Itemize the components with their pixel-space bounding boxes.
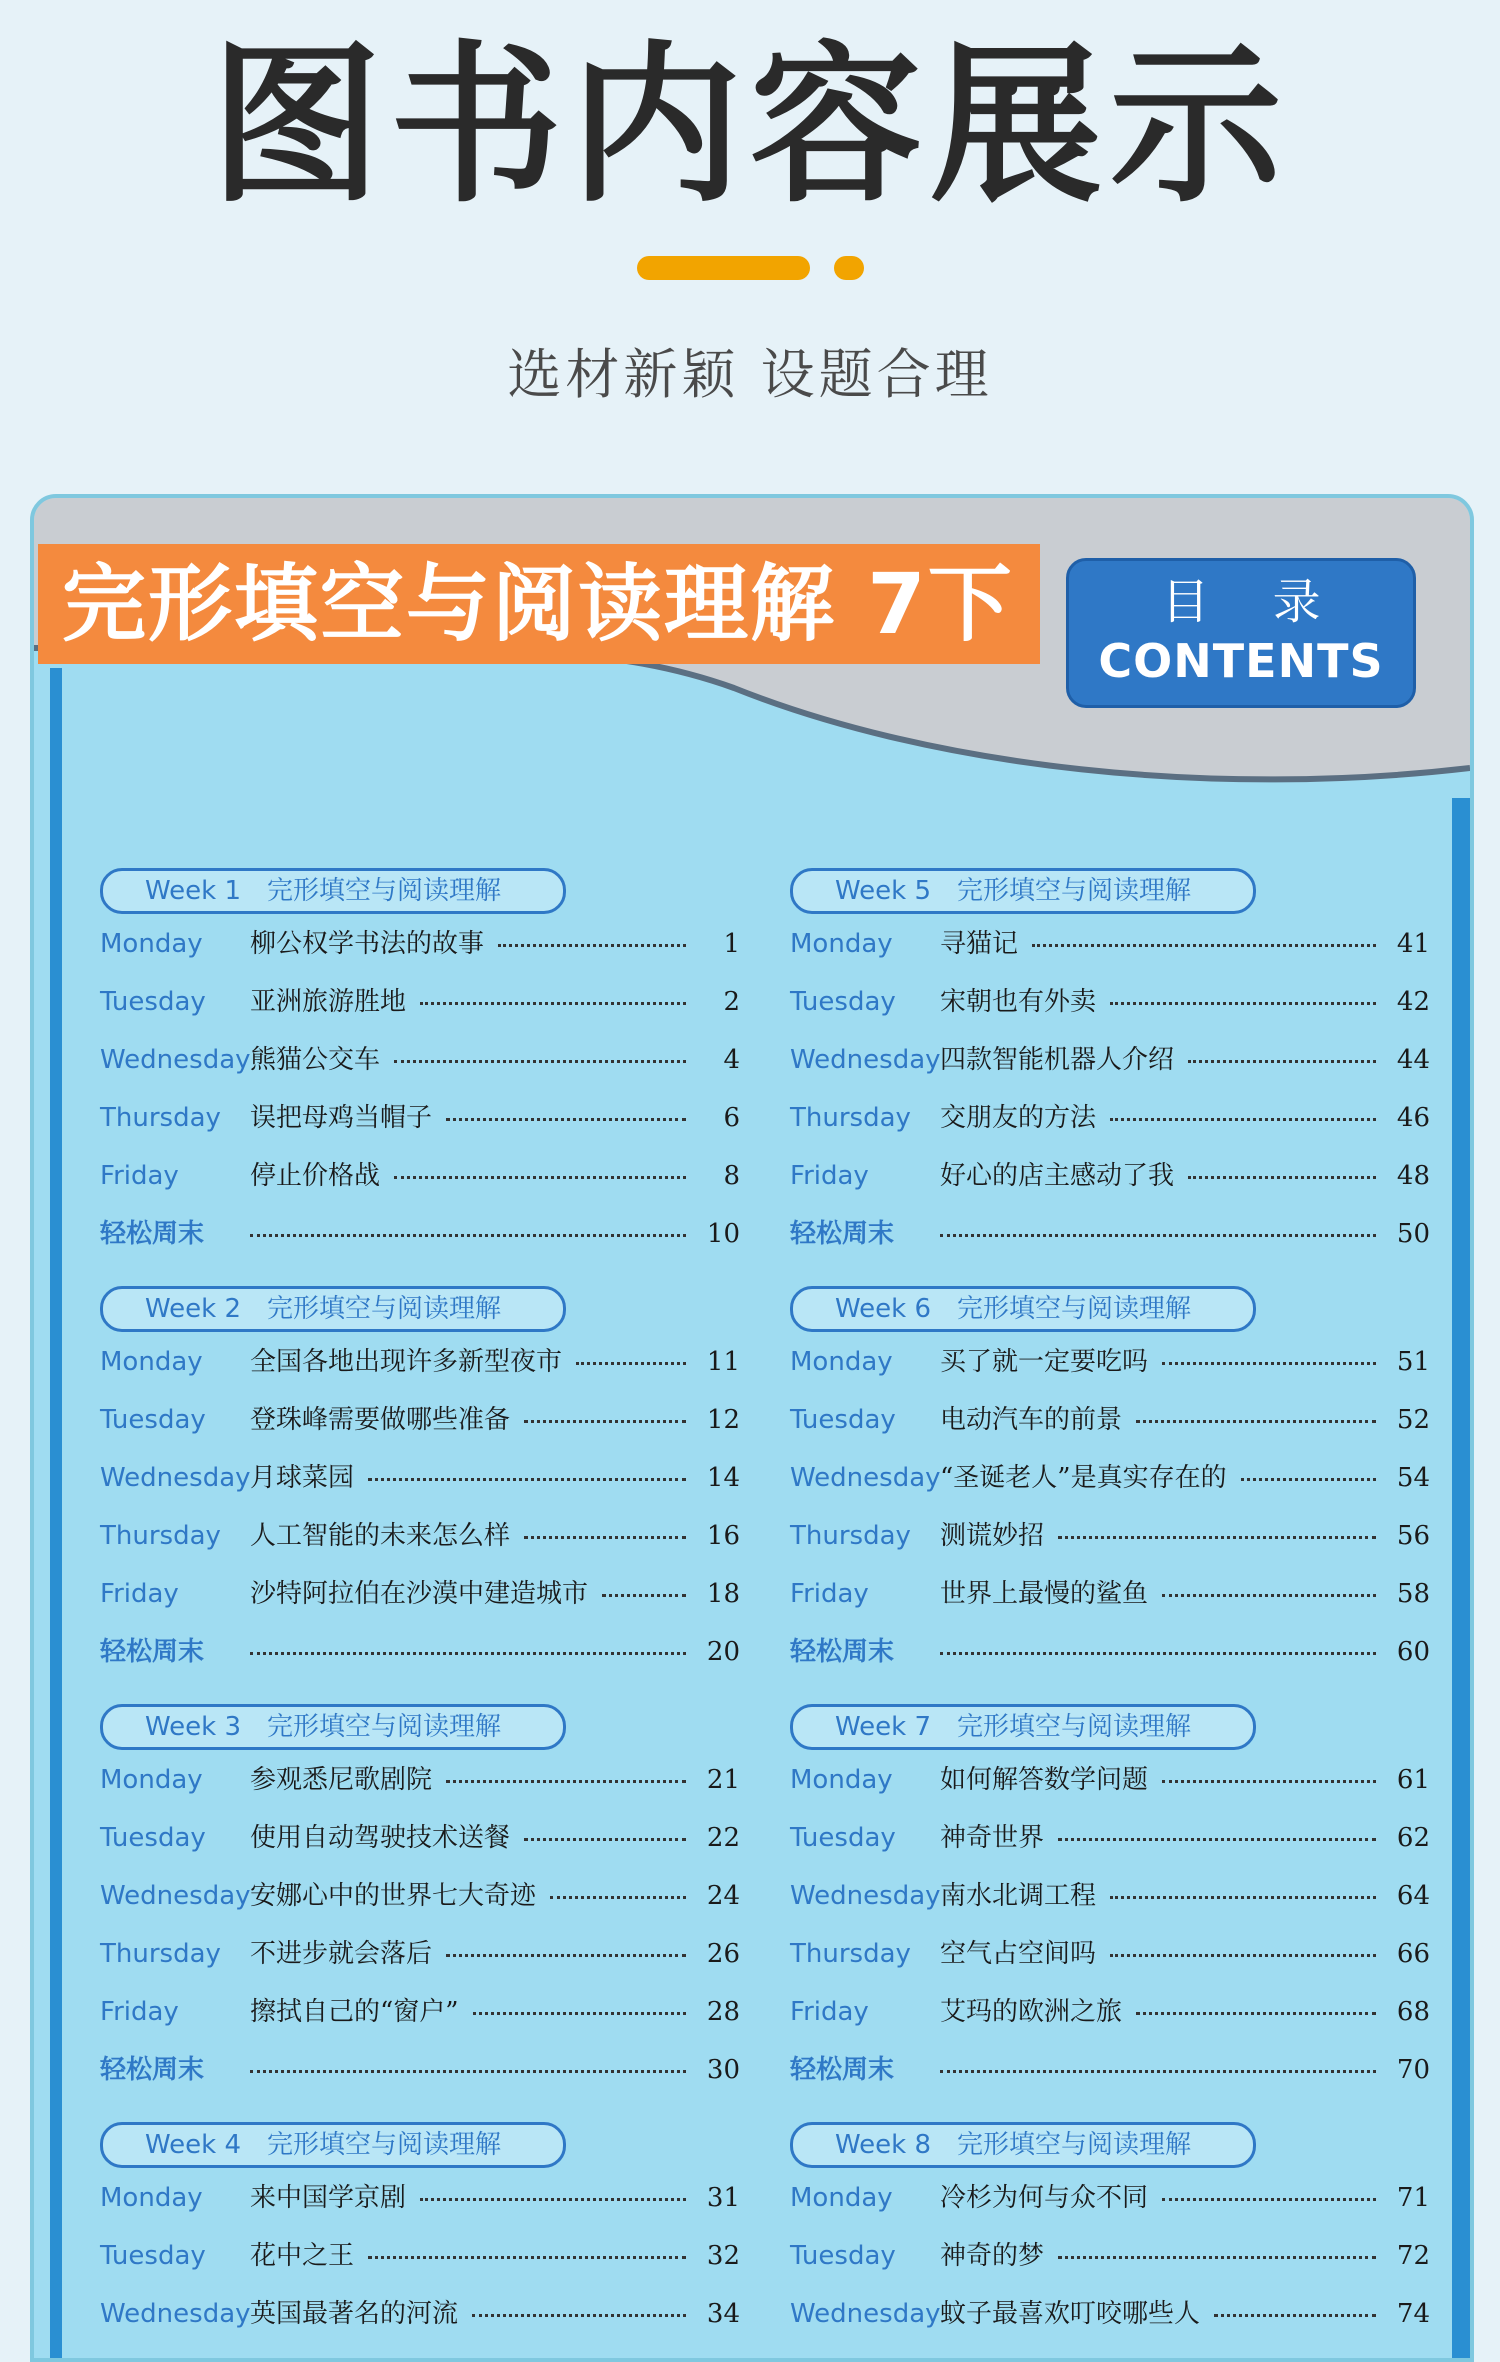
toc-entry: [790, 1458, 1430, 1498]
toc-entry: [100, 1342, 740, 1382]
leader-dots: [1058, 2256, 1376, 2259]
week-section: [790, 868, 1440, 1286]
week-label: Week 2: [145, 1294, 242, 1324]
entry-day: Monday: [100, 1347, 203, 1377]
decoration-bar: [637, 256, 810, 280]
entry-topic: 冷杉为何与众不同: [940, 2183, 1149, 2213]
week-header: [790, 1704, 1256, 1750]
week-label: Week 7: [835, 1712, 932, 1742]
toc-entry: [100, 1632, 740, 1672]
entry-page-number: 66: [1396, 1939, 1430, 1969]
entry-topic: 不进步就会落后: [250, 1939, 433, 1969]
week-section: [100, 1704, 750, 2122]
entry-day: Thursday: [100, 1103, 221, 1133]
entry-topic: 停止价格战: [250, 1161, 381, 1191]
leader-dots: [420, 2198, 686, 2201]
entry-page-number: 16: [706, 1521, 740, 1551]
entry-day: Thursday: [790, 1521, 911, 1551]
entry-day: Friday: [790, 1997, 869, 2027]
entry-day: Tuesday: [790, 1405, 896, 1435]
leader-dots: [1162, 1594, 1376, 1597]
entry-page-number: 41: [1396, 929, 1430, 959]
entry-day: Thursday: [100, 1521, 221, 1551]
entry-page-number: 4: [723, 1045, 740, 1075]
entry-topic: 登珠峰需要做哪些准备: [250, 1405, 511, 1435]
leader-dots: [1162, 1362, 1376, 1365]
decoration-dot: [834, 256, 864, 280]
entry-day: Wednesday: [790, 1045, 941, 1075]
entry-topic: 亚洲旅游胜地: [250, 987, 407, 1017]
toc-entry: [100, 1156, 740, 1196]
entry-page-number: 1: [723, 929, 740, 959]
leader-dots: [472, 2314, 686, 2317]
entry-topic: 花中之王: [250, 2241, 355, 2271]
entry-topic: 擦拭自己的“窗户”: [250, 1997, 459, 2027]
week-section: [100, 2122, 750, 2362]
entry-day: Wednesday: [100, 2299, 251, 2329]
toc-entry: [790, 1342, 1430, 1382]
entry-topic: 全国各地出现许多新型夜市: [250, 1347, 563, 1377]
leader-dots: [250, 1652, 686, 1655]
toc-entry: [790, 1632, 1430, 1672]
week-header: [100, 2122, 566, 2168]
toc-entry: [790, 1214, 1430, 1254]
week-section: [790, 2122, 1440, 2362]
entry-topic: 艾玛的欧洲之旅: [940, 1997, 1123, 2027]
entry-topic: 蚊子最喜欢叮咬哪些人: [940, 2299, 1201, 2329]
toc-entry: [790, 982, 1430, 1022]
toc-entry: [100, 1934, 740, 1974]
leader-dots: [576, 1362, 686, 1365]
contents-zh-label: 目 录: [1161, 574, 1345, 630]
entry-page-number: 12: [706, 1405, 740, 1435]
week-section: [100, 868, 750, 1286]
entry-day: Friday: [790, 1161, 869, 1191]
entry-page-number: 30: [706, 2055, 740, 2085]
entry-day: Monday: [790, 929, 893, 959]
entry-page-number: 6: [723, 1103, 740, 1133]
toc-column-left: [100, 868, 750, 2362]
entry-topic: 世界上最慢的鲨鱼: [940, 1579, 1149, 1609]
entry-page-number: 68: [1396, 1997, 1430, 2027]
entry-day: 轻松周末: [100, 1219, 205, 1249]
leader-dots: [394, 1176, 686, 1179]
entry-day: Tuesday: [790, 1823, 896, 1853]
toc-entry: [100, 1098, 740, 1138]
entry-page-number: 31: [706, 2183, 740, 2213]
toc-entry: [100, 1040, 740, 1080]
entry-page-number: 62: [1396, 1823, 1430, 1853]
entry-day: Tuesday: [100, 1405, 206, 1435]
entry-page-number: 8: [723, 1161, 740, 1191]
entry-day: Tuesday: [100, 987, 206, 1017]
week-header: [100, 868, 566, 914]
week-label: Week 1: [145, 876, 242, 906]
entry-page-number: 56: [1396, 1521, 1430, 1551]
entry-topic: 人工智能的未来怎么样: [250, 1521, 511, 1551]
week-title: 完形填空与阅读理解: [957, 1712, 1192, 1742]
entry-page-number: 50: [1396, 1219, 1430, 1249]
week-label: Week 6: [835, 1294, 932, 1324]
right-edge-stripe: [1452, 798, 1470, 2362]
entry-topic: 月球菜园: [250, 1463, 355, 1493]
leader-dots: [1110, 1002, 1376, 1005]
entry-topic: 误把母鸡当帽子: [250, 1103, 433, 1133]
entry-page-number: 51: [1396, 1347, 1430, 1377]
leader-dots: [368, 1478, 686, 1481]
week-label: Week 5: [835, 876, 932, 906]
entry-topic: “圣诞老人”是真实存在的: [940, 1463, 1227, 1493]
entry-page-number: 58: [1396, 1579, 1430, 1609]
leader-dots: [1110, 1954, 1376, 1957]
leader-dots: [1162, 1780, 1376, 1783]
leader-dots: [524, 1536, 686, 1539]
entry-topic: 买了就一定要吃吗: [940, 1347, 1149, 1377]
entry-page-number: 71: [1396, 2183, 1430, 2213]
toc-entry: [100, 1818, 740, 1858]
entry-day: 轻松周末: [790, 1219, 895, 1249]
leader-dots: [602, 1594, 686, 1597]
entry-topic: 英国最著名的河流: [250, 2299, 459, 2329]
week-title: 完形填空与阅读理解: [957, 1294, 1192, 1324]
leader-dots: [1058, 1838, 1376, 1841]
toc-entry: [100, 982, 740, 1022]
toc-entry: [790, 1760, 1430, 1800]
leader-dots: [524, 1838, 686, 1841]
entry-topic: 柳公权学书法的故事: [250, 929, 485, 959]
week-title: 完形填空与阅读理解: [267, 1294, 502, 1324]
entry-day: 轻松周末: [790, 2055, 895, 2085]
entry-topic: 交朋友的方法: [940, 1103, 1097, 1133]
leader-dots: [1136, 2012, 1376, 2015]
entry-topic: 来中国学京剧: [250, 2183, 407, 2213]
toc-entry: [790, 1934, 1430, 1974]
entry-page-number: 54: [1396, 1463, 1430, 1493]
leader-dots: [473, 2012, 686, 2015]
toc-entry: [100, 2236, 740, 2276]
entry-topic: 测谎妙招: [940, 1521, 1045, 1551]
entry-day: Wednesday: [790, 1463, 941, 1493]
entry-topic: 沙特阿拉伯在沙漠中建造城市: [250, 1579, 589, 1609]
toc-entry: [790, 1040, 1430, 1080]
book-title-banner: 完形填空与阅读理解 7下: [38, 544, 1040, 664]
entry-day: Wednesday: [790, 2299, 941, 2329]
entry-topic: 神奇世界: [940, 1823, 1045, 1853]
week-header: [790, 2122, 1256, 2168]
leader-dots: [420, 1002, 686, 1005]
entry-topic: 好心的店主感动了我: [940, 1161, 1175, 1191]
toc-entry: [790, 1516, 1430, 1556]
entry-day: Friday: [790, 1579, 869, 1609]
toc-entry: [790, 1574, 1430, 1614]
entry-day: Wednesday: [100, 1881, 251, 1911]
entry-page-number: 11: [706, 1347, 740, 1377]
toc-entry: [100, 1760, 740, 1800]
toc-entry: [100, 2050, 740, 2090]
week-section: [100, 1286, 750, 1704]
toc-entry: [790, 1400, 1430, 1440]
entry-day: 轻松周末: [100, 2055, 205, 2085]
contents-badge: [1066, 558, 1416, 708]
entry-day: Wednesday: [790, 1881, 941, 1911]
entry-page-number: 70: [1396, 2055, 1430, 2085]
subheadline: 选材新颖 设题合理: [507, 343, 993, 406]
toc-entry: [790, 1818, 1430, 1858]
leader-dots: [524, 1420, 686, 1423]
leader-dots: [446, 1118, 686, 1121]
entry-page-number: 20: [706, 1637, 740, 1667]
entry-topic: 宋朝也有外卖: [940, 987, 1097, 1017]
toc-entry: [100, 1400, 740, 1440]
toc-entry: [100, 2294, 740, 2334]
entry-day: Monday: [790, 1765, 893, 1795]
toc-entry: [100, 2178, 740, 2218]
leader-dots: [498, 944, 686, 947]
entry-day: 轻松周末: [790, 1637, 895, 1667]
toc-entry: [790, 1156, 1430, 1196]
entry-day: Monday: [790, 1347, 893, 1377]
entry-topic: 安娜心中的世界七大奇迹: [250, 1881, 537, 1911]
entry-page-number: 18: [706, 1579, 740, 1609]
entry-day: Friday: [100, 1997, 179, 2027]
toc-column-right: [790, 868, 1440, 2362]
entry-page-number: 48: [1396, 1161, 1430, 1191]
entry-day: Tuesday: [790, 2241, 896, 2271]
entry-day: Wednesday: [100, 1045, 251, 1075]
toc-entry: [790, 1876, 1430, 1916]
headline: 图书内容展示: [210, 25, 1290, 226]
toc-entry: [100, 1214, 740, 1254]
leader-dots: [1110, 1118, 1376, 1121]
leader-dots: [1241, 1478, 1376, 1481]
week-title: 完形填空与阅读理解: [957, 2130, 1192, 2160]
contents-en-label: CONTENTS: [1098, 634, 1384, 688]
toc-entry: [790, 2050, 1430, 2090]
leader-dots: [368, 2256, 686, 2259]
week-section: [790, 1704, 1440, 2122]
leader-dots: [1058, 1536, 1376, 1539]
entry-day: Monday: [100, 2183, 203, 2213]
entry-page-number: 74: [1396, 2299, 1430, 2329]
toc-entry: [100, 1876, 740, 1916]
leader-dots: [1214, 2314, 1376, 2317]
entry-day: Wednesday: [100, 1463, 251, 1493]
week-label: Week 8: [835, 2130, 932, 2160]
toc-entry: [790, 2236, 1430, 2276]
entry-page-number: 14: [706, 1463, 740, 1493]
entry-page-number: 21: [706, 1765, 740, 1795]
week-title: 完形填空与阅读理解: [267, 876, 502, 906]
entry-page-number: 22: [706, 1823, 740, 1853]
entry-day: Tuesday: [790, 987, 896, 1017]
week-header: [790, 1286, 1256, 1332]
entry-topic: 如何解答数学问题: [940, 1765, 1149, 1795]
week-header: [100, 1286, 566, 1332]
entry-page-number: 61: [1396, 1765, 1430, 1795]
entry-topic: 空气占空间吗: [940, 1939, 1097, 1969]
entry-day: 轻松周末: [100, 1637, 205, 1667]
toc-entry: [790, 2178, 1430, 2218]
entry-topic: 使用自动驾驶技术送餐: [250, 1823, 511, 1853]
entry-day: Friday: [100, 1161, 179, 1191]
leader-dots: [550, 1896, 686, 1899]
entry-page-number: 34: [706, 2299, 740, 2329]
entry-day: Monday: [100, 1765, 203, 1795]
entry-day: Friday: [100, 1579, 179, 1609]
week-title: 完形填空与阅读理解: [957, 876, 1192, 906]
entry-page-number: 26: [706, 1939, 740, 1969]
entry-topic: 神奇的梦: [940, 2241, 1045, 2271]
leader-dots: [250, 2070, 686, 2073]
entry-page-number: 44: [1396, 1045, 1430, 1075]
week-title: 完形填空与阅读理解: [267, 1712, 502, 1742]
entry-page-number: 64: [1396, 1881, 1430, 1911]
leader-dots: [1188, 1060, 1376, 1063]
entry-page-number: 24: [706, 1881, 740, 1911]
toc-entry: [100, 1992, 740, 2032]
leader-dots: [1162, 2198, 1376, 2201]
entry-day: Monday: [100, 929, 203, 959]
toc-entry: [790, 1098, 1430, 1138]
leader-dots: [940, 1234, 1376, 1237]
toc-entry: [790, 924, 1430, 964]
entry-page-number: 28: [706, 1997, 740, 2027]
entry-topic: 电动汽车的前景: [940, 1405, 1123, 1435]
week-title: 完形填空与阅读理解: [267, 2130, 502, 2160]
entry-page-number: 2: [723, 987, 740, 1017]
leader-dots: [250, 1234, 686, 1237]
entry-topic: 南水北调工程: [940, 1881, 1097, 1911]
toc-entry: [100, 1574, 740, 1614]
entry-page-number: 60: [1396, 1637, 1430, 1667]
entry-day: Thursday: [100, 1939, 221, 1969]
entry-page-number: 10: [706, 1219, 740, 1249]
entry-page-number: 42: [1396, 987, 1430, 1017]
entry-day: Monday: [790, 2183, 893, 2213]
week-label: Week 4: [145, 2130, 242, 2160]
leader-dots: [940, 2070, 1376, 2073]
leader-dots: [1110, 1896, 1376, 1899]
entry-page-number: 46: [1396, 1103, 1430, 1133]
entry-topic: 参观悉尼歌剧院: [250, 1765, 433, 1795]
toc-entry: [100, 1458, 740, 1498]
week-section: [790, 1286, 1440, 1704]
toc-entry: [100, 1516, 740, 1556]
entry-topic: 四款智能机器人介绍: [940, 1045, 1175, 1075]
week-header: [100, 1704, 566, 1750]
leader-dots: [446, 1780, 686, 1783]
week-header: [790, 868, 1256, 914]
entry-day: Thursday: [790, 1939, 911, 1969]
entry-day: Tuesday: [100, 2241, 206, 2271]
toc-entry: [790, 1992, 1430, 2032]
entry-topic: 寻猫记: [940, 929, 1019, 959]
leader-dots: [1188, 1176, 1376, 1179]
entry-topic: 熊猫公交车: [250, 1045, 381, 1075]
left-edge-stripe: [50, 668, 62, 2362]
toc-entry: [790, 2294, 1430, 2334]
leader-dots: [1136, 1420, 1376, 1423]
week-label: Week 3: [145, 1712, 242, 1742]
entry-page-number: 52: [1396, 1405, 1430, 1435]
leader-dots: [940, 1652, 1376, 1655]
entry-day: Thursday: [790, 1103, 911, 1133]
entry-page-number: 32: [706, 2241, 740, 2271]
leader-dots: [1032, 944, 1376, 947]
toc-entry: [100, 924, 740, 964]
leader-dots: [446, 1954, 686, 1957]
book-page: [30, 494, 1474, 2362]
entry-day: Tuesday: [100, 1823, 206, 1853]
leader-dots: [394, 1060, 686, 1063]
entry-page-number: 72: [1396, 2241, 1430, 2271]
